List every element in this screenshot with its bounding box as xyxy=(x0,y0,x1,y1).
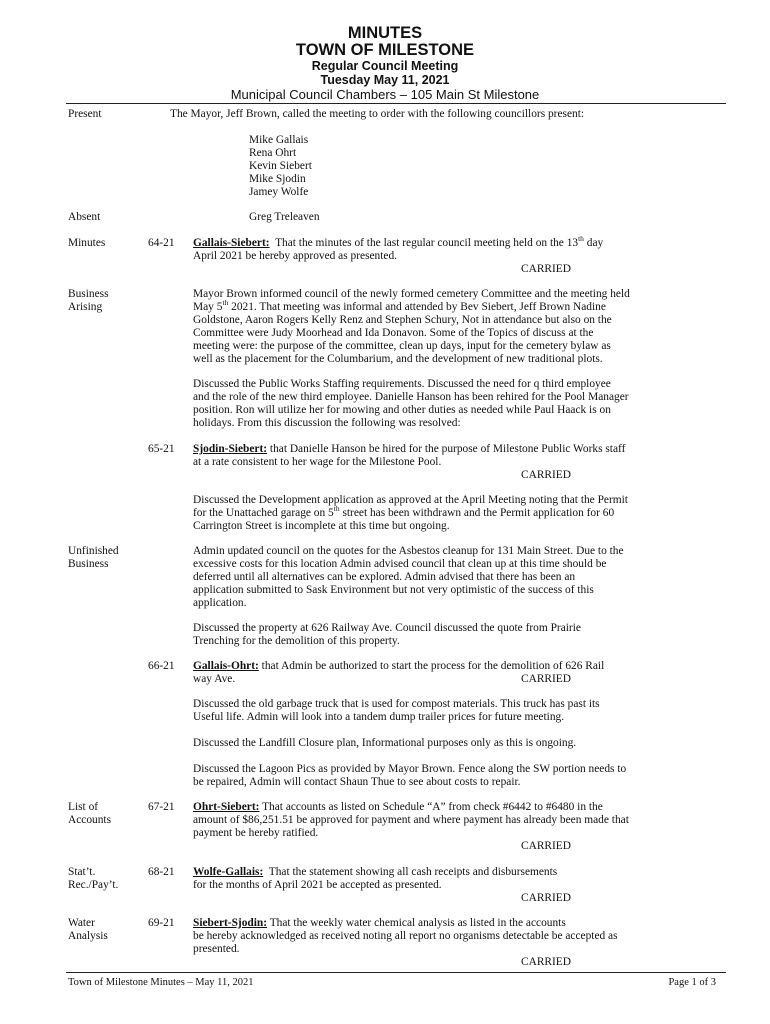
business-arising-label: Arising xyxy=(68,301,103,313)
councillor-name: Mike Gallais xyxy=(249,134,309,146)
motion-text: be hereby acknowledged as received noting all report no organisms detectable be accepted as xyxy=(193,930,618,942)
motion-text: April 2021 be hereby approved as presented. xyxy=(193,250,398,262)
footer-title: Town of Milestone Minutes – May 11, 2021 xyxy=(68,977,254,988)
motion-result: CARRIED xyxy=(521,673,571,685)
header-rule xyxy=(66,103,726,104)
councillor-name: Rena Ohrt xyxy=(249,147,297,159)
councillor-name: Kevin Siebert xyxy=(249,160,312,172)
paragraph-line: excessive costs for this location Admin advised council that clean up at this time should be xyxy=(193,558,607,570)
motion-number: 65-21 xyxy=(148,443,175,455)
minutes-label: Minutes xyxy=(68,237,106,249)
meeting-location: Municipal Council Chambers – 105 Main St Milestone xyxy=(230,87,540,102)
motion-text: way Ave. xyxy=(193,673,236,685)
absent-name: Greg Treleaven xyxy=(249,211,320,223)
motion-text-segment: That the weekly water chemical analysis as listed in the accounts xyxy=(269,917,566,929)
motion-movers: Ohrt-Siebert: xyxy=(193,801,260,813)
meeting-type: Regular Council Meeting xyxy=(311,59,459,73)
motion-text: at a rate consistent to her wage for the Milestone Pool. xyxy=(193,456,442,468)
motion-text-segment: That the minutes of the last regular council meeting held on the 13 xyxy=(275,237,579,249)
motion-result: CARRIED xyxy=(521,840,571,852)
motion-movers: Siebert-Sjodin: xyxy=(193,917,268,929)
motion-text-segment: that Danielle Hanson be hired for the purpose of Milestone Public Works staff xyxy=(269,443,626,455)
text-segment: May 5 xyxy=(193,301,223,313)
ordinal-suffix: th xyxy=(578,234,584,244)
councillor-name: Jamey Wolfe xyxy=(249,186,309,198)
motion-number: 64-21 xyxy=(148,237,175,249)
paragraph-line: be repaired, Admin will contact Shaun Thue to see about costs to repair. xyxy=(193,776,521,788)
document-title: MINUTES xyxy=(347,24,423,42)
motion-text: payment be hereby ratified. xyxy=(193,827,319,839)
paragraph-line: application submitted to Sask Environment but not very optimistic of the success of this xyxy=(193,584,594,596)
paragraph-line xyxy=(193,298,606,314)
present-label: Present xyxy=(68,108,102,120)
accounts-label: List of xyxy=(68,801,99,813)
meeting-date: Tuesday May 11, 2021 xyxy=(320,73,450,87)
motion-movers: Sjodin-Siebert: xyxy=(193,443,268,455)
paragraph-line: Discussed the Landfill Closure plan, Informational purposes only as this is ongoing. xyxy=(193,737,577,749)
motion-movers: Gallais-Ohrt: xyxy=(193,660,259,672)
unfinished-business-label: Unfinished xyxy=(68,545,119,557)
motion-result: CARRIED xyxy=(521,469,571,481)
accounts-label: Accounts xyxy=(68,814,112,826)
paragraph-line: Useful life. Admin will look into a tandem dump trailer prices for future meeting. xyxy=(193,711,565,723)
motion-text xyxy=(193,866,557,879)
paragraph-line: Discussed the Development application as approved at the April Meeting noting that the Permit xyxy=(193,494,628,506)
present-intro: The Mayor, Jeff Brown, called the meeting to order with the following councillors present: xyxy=(170,108,585,120)
business-arising-label: Business xyxy=(68,288,109,300)
motion-result: CARRIED xyxy=(521,892,571,904)
text-segment: 2021. That meeting was informal and attended by Bev Siebert, Jeff Brown Nadine xyxy=(228,301,606,313)
paragraph-line: well as the placement for the Columbarium, and the development of new traditional plots. xyxy=(193,353,603,365)
motion-text-segment: That the statement showing all cash receipts and disbursements xyxy=(268,866,558,878)
paragraph-line: Discussed the Public Works Staffing requirements. Discussed the need for q third employee xyxy=(193,378,611,390)
motion-text-segment: that Admin be authorized to start the process for the demolition of 626 Rail xyxy=(261,660,605,672)
motion-text xyxy=(193,234,604,250)
motion-text: presented. xyxy=(193,943,240,955)
paragraph-line: application. xyxy=(193,597,247,609)
paragraph-line: Admin updated council on the quotes for the Asbestos cleanup for 131 Main Street. Due to the xyxy=(193,545,624,557)
ordinal-suffix: th xyxy=(333,504,340,514)
paragraph-line: Committee were Judy Moorhead and Ida Donavon. Some of the Topics of discuss at the xyxy=(193,327,594,339)
motion-text: amount of $86,251.51 be approved for payment and where payment has already been made that xyxy=(193,814,629,826)
text-segment: for the Unattached garage on 5 xyxy=(193,507,334,519)
paragraph-line: deferred until all alternatives can be explored. Admin advised that there has been an xyxy=(193,571,576,583)
councillor-name: Mike Sjodin xyxy=(249,173,306,185)
motion-text: for the months of April 2021 be accepted as presented. xyxy=(193,879,442,891)
motion-text xyxy=(193,801,603,814)
paragraph-line: and the role of the new third employee. Danielle Hanson has been rehired for the Pool Manager xyxy=(193,391,629,403)
ordinal-suffix: th xyxy=(222,298,229,308)
statement-label: Stat’t. xyxy=(68,866,96,878)
motion-text xyxy=(193,443,625,456)
motion-result: CARRIED xyxy=(521,956,571,968)
water-analysis-label: Analysis xyxy=(68,930,108,942)
paragraph-line xyxy=(193,504,615,520)
town-name: TOWN OF MILESTONE xyxy=(295,41,475,59)
paragraph-line: Discussed the property at 626 Railway Ave. Council discussed the quote from Prairie xyxy=(193,622,581,634)
paragraph-line: Trenching for the demolition of this property. xyxy=(193,635,400,647)
statement-label: Rec./Pay’t. xyxy=(68,879,119,891)
motion-text xyxy=(193,660,604,673)
paragraph-line: Goldstone, Aaron Rogers Kelly Renz and Stephen Schury, Not in attendance but also on the xyxy=(193,314,612,326)
motion-number: 69-21 xyxy=(148,917,175,929)
text-segment: street has been withdrawn and the Permit application for 60 xyxy=(339,507,615,519)
paragraph-line: meeting were: the purpose of the committee, clean up days, input for the cemetery bylaw as xyxy=(193,340,611,352)
motion-movers: Gallais-Siebert: xyxy=(193,237,270,249)
motion-text-segment: That accounts as listed on Schedule “A” from check #6442 to #6480 in the xyxy=(262,801,603,813)
motion-number: 66-21 xyxy=(148,660,175,672)
water-analysis-label: Water xyxy=(68,917,95,929)
paragraph-line: Mayor Brown informed council of the newly formed cemetery Committee and the meeting held xyxy=(193,288,630,300)
paragraph-line: Discussed the old garbage truck that is used for compost materials. This truck has past its xyxy=(193,698,600,710)
motion-result: CARRIED xyxy=(521,263,571,275)
page-number: Page 1 of 3 xyxy=(668,977,716,988)
paragraph-line: Discussed the Lagoon Pics as provided by Mayor Brown. Fence along the SW portion needs to xyxy=(193,763,627,775)
motion-text xyxy=(193,917,566,930)
motion-number: 68-21 xyxy=(148,866,175,878)
motion-number: 67-21 xyxy=(148,801,175,813)
unfinished-business-label: Business xyxy=(68,558,109,570)
footer-rule xyxy=(66,972,726,973)
absent-label: Absent xyxy=(68,211,101,223)
paragraph-line: Carrington Street is incomplete at this time but ongoing. xyxy=(193,520,450,532)
paragraph-line: holidays. From this discussion the following was resolved: xyxy=(193,417,461,429)
motion-text-segment: day xyxy=(586,237,604,249)
paragraph-line: position. Ron will utilize her for mowing and other duties as needed while Paul Haack is on xyxy=(193,404,611,416)
motion-movers: Wolfe-Gallais: xyxy=(193,866,264,878)
